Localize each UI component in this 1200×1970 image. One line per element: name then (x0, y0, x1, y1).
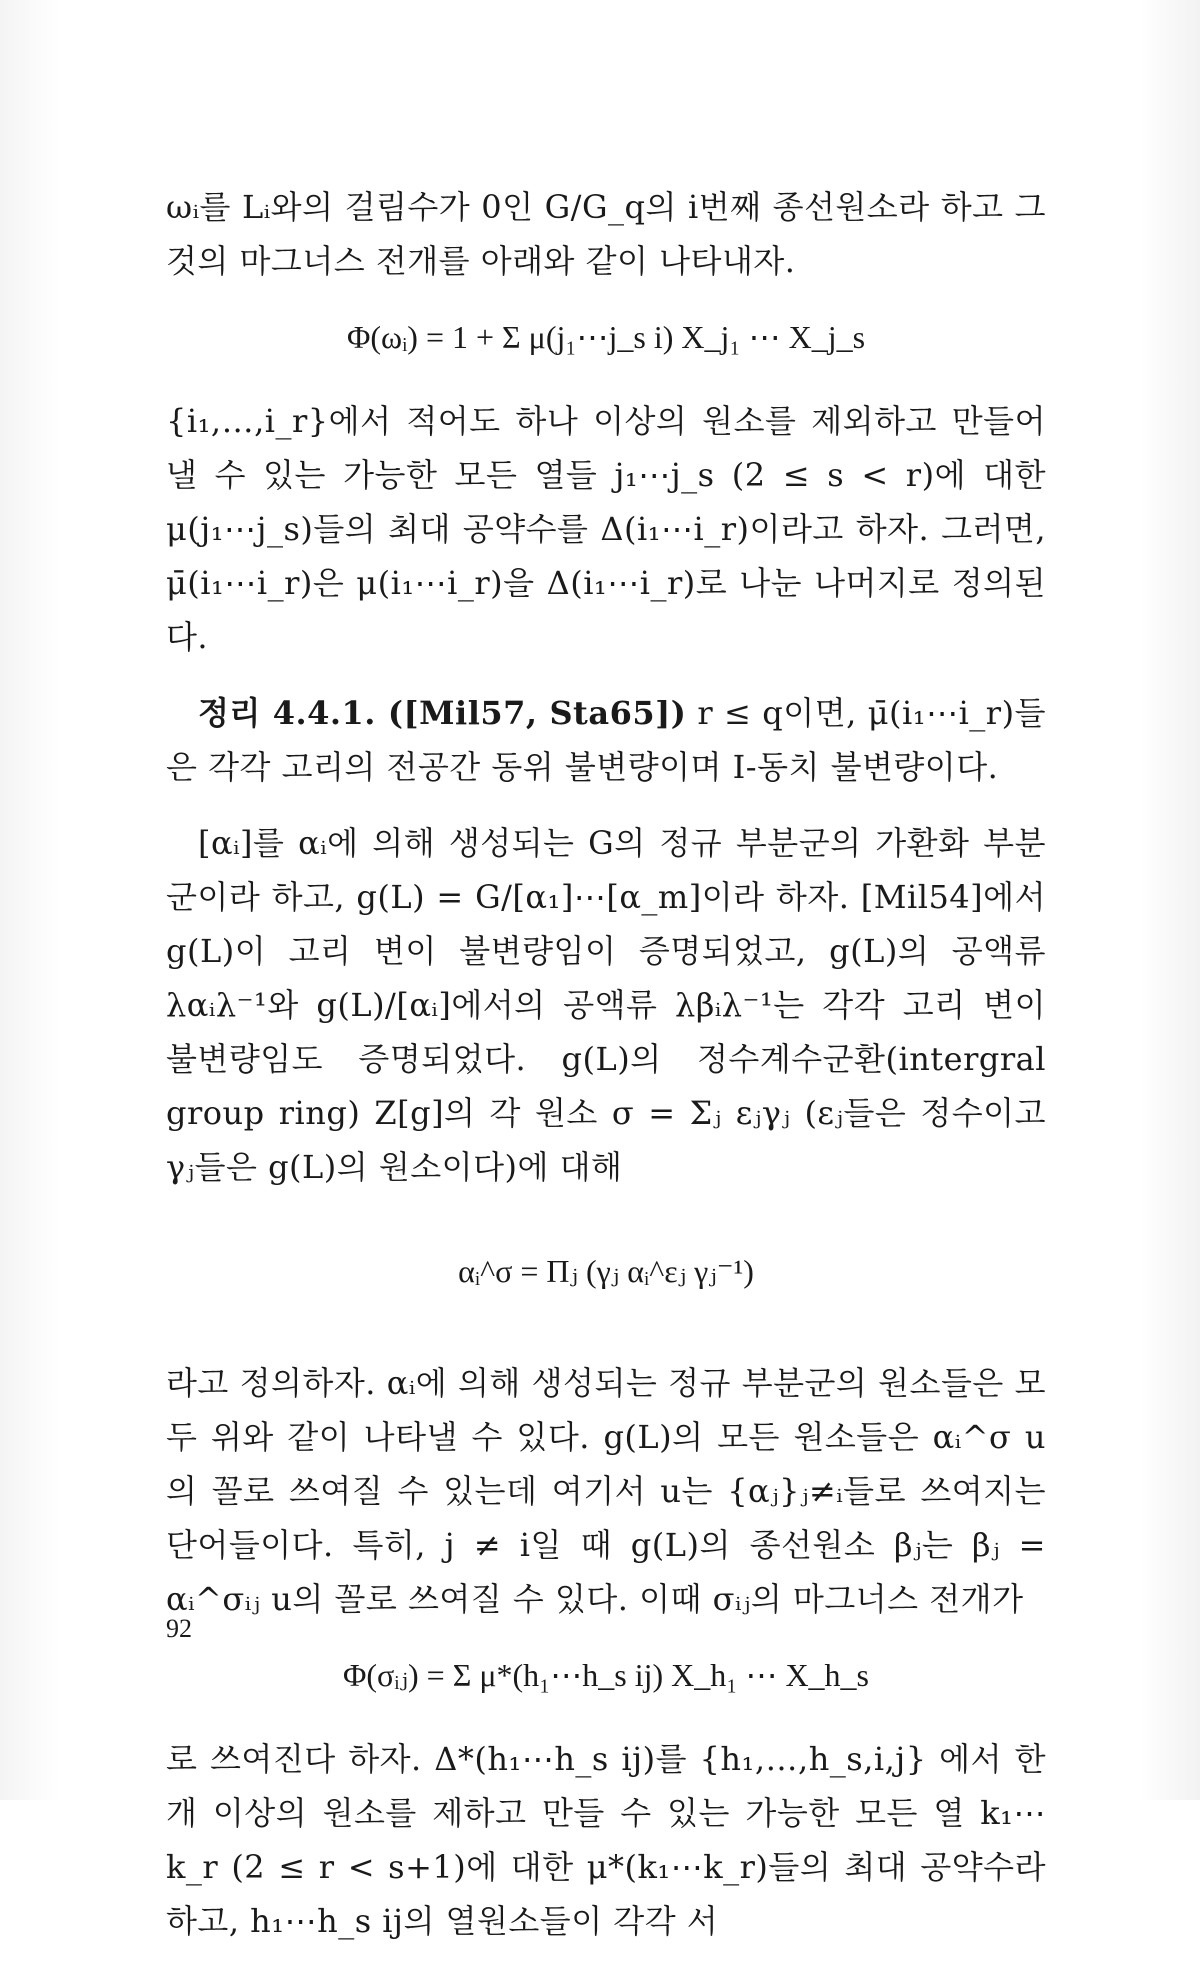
page-content (166, 180, 1046, 1970)
paragraph-4: 라고 정의하자. αᵢ에 의해 생성되는 정규 부분군의 원소들은 모두 위와 같이 나타낼 수 있다. g(L)의 모든 원소들은 αᵢ^σ u의 꼴로 쓰여질 수 있는데 여기서 u는 {αⱼ}ⱼ≠ᵢ들로 쓰여지는 단어들이다. 특히, j ≠ i일 때 g(L)의 종선원소 βⱼ는 βⱼ = αᵢ^σᵢⱼ u의 꼴로 쓰여질 수 있다. 이때 σᵢⱼ의 마그너스 전개가 (166, 1364, 1046, 1618)
equation-magnus-expansion-sigma: Φ(σᵢⱼ) = Σ μ*(h₁⋯h_s ij) X_h₁ ⋯ X_h_s (343, 1657, 869, 1693)
equation-alpha-sigma-product: αᵢ^σ = Πⱼ (γⱼ αᵢ^εⱼ γⱼ⁻¹) (458, 1253, 754, 1289)
paragraph-2: {i₁,…,i_r}에서 적어도 하나 이상의 원소를 제외하고 만들어낼 수 있는 가능한 모든 열들 j₁⋯j_s (2 ≤ s < r)에 대한 μ(j₁⋯j_s)들의 최대 공약수를 Δ(i₁⋯i_r)이라고 하자. 그러면, μ̄(i₁⋯i_r)은 μ(i₁⋯i_r)을 Δ(i₁⋯i_r)로 나눈 나머지로 정의된다. (166, 402, 1046, 656)
page-number: 92 (166, 1614, 192, 1643)
theorem-4-4-1 (166, 686, 1046, 794)
paragraph-3: [αᵢ]를 αᵢ에 의해 생성되는 G의 정규 부분군의 가환화 부분군이라 하고, g(L) = G/[α₁]⋯[α_m]이라 하자. [Mil54]에서 g(L)이 고리 변이 불변량임이 증명되었고, g(L)의 공액류 λαᵢλ⁻¹와 g(L)/[αᵢ]에서의 공액류 λβᵢλ⁻¹는 각각 고리 변이 불변량임도 증명되었다. g(L)의 정수계수군환(intergral group ring) Z[g]의 각 원소 σ = Σⱼ εⱼγⱼ (εⱼ들은 정수이고 γⱼ들은 g(L)의 원소이다)에 대해 (166, 824, 1046, 1186)
theorem-body: r ≤ q이면, μ̄(i₁⋯i_r)들은 각각 고리의 전공간 동위 불변량이며 I-동치 불변량이다. (166, 694, 1046, 786)
theorem-heading: 정리 4.4.1. ([Mil57, Sta65]) (198, 694, 687, 732)
paragraph-1: ωᵢ를 Lᵢ와의 걸림수가 0인 G/G_q의 i번째 종선원소라 하고 그것의 마그너스 전개를 아래와 같이 나타내자. (166, 188, 1046, 280)
paragraph-5: 로 쓰여진다 하자. Δ*(h₁⋯h_s ij)를 {h₁,…,h_s,i,j} 에서 한 개 이상의 원소를 제하고 만들 수 있는 가능한 모든 열 k₁⋯k_r (2 ≤ r < s+1)에 대한 μ*(k₁⋯k_r)들의 최대 공약수라 하고, h₁⋯h_s ij의 열원소들이 각각 서 (166, 1740, 1046, 1940)
equation-magnus-expansion-omega: Φ(ωᵢ) = 1 + Σ μ(j₁⋯j_s i) X_j₁ ⋯ X_j_s (346, 319, 866, 355)
